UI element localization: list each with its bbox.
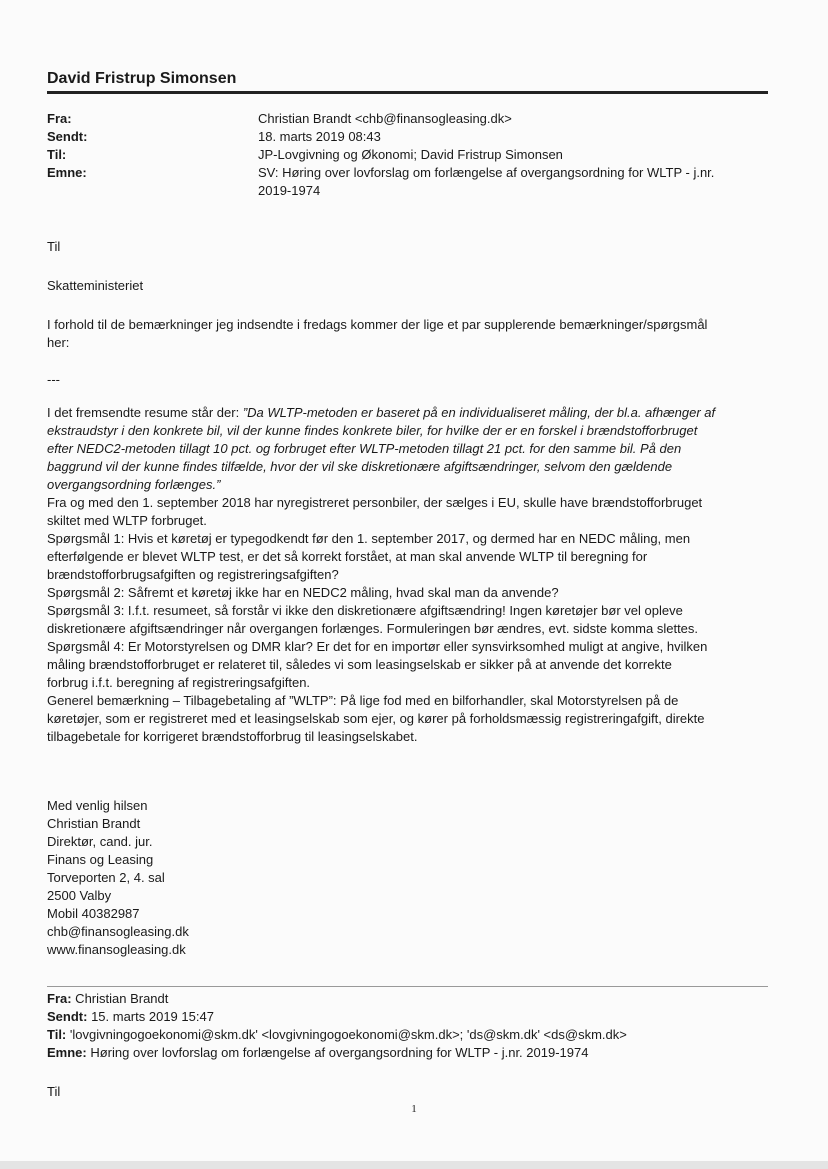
intro-paragraph bbox=[47, 316, 777, 352]
body-line: Spørgsmål 4: Er Motorstyrelsen og DMR klar? Er det for en importør eller synsvirksomhed muligt at angive, hvilken bbox=[47, 639, 708, 654]
fwd-subject-value: Høring over lovforslag om forlængelse af overgangsordning for WLTP - j.nr. 2019-1974 bbox=[86, 1045, 589, 1060]
sender-name-heading: David Fristrup Simonsen bbox=[47, 70, 237, 87]
separator: --- bbox=[47, 372, 60, 387]
signature-website-link[interactable]: www.finansogleasing.dk bbox=[47, 942, 186, 957]
page-number: 1 bbox=[411, 1103, 417, 1115]
signature-company: Finans og Leasing bbox=[47, 852, 154, 867]
resume-line-1 bbox=[47, 404, 777, 422]
subject-label: Emne: bbox=[47, 165, 87, 180]
body-line: måling brændstofforbruget er relateret til, således vi som leasingselskab er sikker på at anvende det korrekte bbox=[47, 657, 672, 672]
fwd-to-label: Til: bbox=[47, 1027, 67, 1042]
fwd-sent-row bbox=[47, 1008, 787, 1026]
resume-prefix: I det fremsendte resume står der: bbox=[47, 405, 243, 420]
forward-divider bbox=[47, 986, 768, 987]
intro-line-2: her: bbox=[47, 335, 70, 350]
from-label: Fra: bbox=[47, 111, 72, 126]
subject-line-1: SV: Høring over lovforslag om forlængelse af overgangsordning for WLTP - j.nr. bbox=[258, 165, 715, 180]
signature-address: Torveporten 2, 4. sal bbox=[47, 870, 165, 885]
main-body bbox=[47, 404, 777, 746]
email-header bbox=[47, 110, 777, 200]
fwd-subject-row bbox=[47, 1044, 787, 1062]
intro-line-1: I forhold til de bemærkninger jeg indsendte i fredags kommer der lige et par supplerende bemærkninger/spørgsmål bbox=[47, 317, 708, 332]
subject-value bbox=[258, 164, 777, 200]
body-line: køretøjer, som er registreret med et leasingselskab som ejer, og kører på forholdsmæssig registreringafgift, direkte bbox=[47, 711, 705, 726]
signature-name: Christian Brandt bbox=[47, 816, 141, 831]
fwd-sent-value: 15. marts 2019 15:47 bbox=[87, 1009, 214, 1024]
body-line: Spørgsmål 2: Såfremt et køretøj ikke har en NEDC2 måling, hvad skal man da anvende? bbox=[47, 585, 559, 600]
resume-quote-1: ”Da WLTP-metoden er baseret på en individualiseret måling, der bl.a. afhænger af bbox=[242, 405, 716, 420]
body-line: Fra og med den 1. september 2018 har nyregistreret personbiler, der sælges i EU, skulle have brændstofforbruget bbox=[47, 495, 703, 510]
body-line: efterfølgende er blevet WLTP test, er det så korrekt forstået, at man skal anvende WLTP til beregning for bbox=[47, 549, 648, 564]
sent-value: 18. marts 2019 08:43 bbox=[258, 129, 381, 144]
signature-phone: Mobil 40382987 bbox=[47, 906, 140, 921]
to-label: Til: bbox=[47, 147, 67, 162]
to-value: JP-Lovgivning og Økonomi; David Fristrup Simonsen bbox=[258, 147, 563, 162]
resume-quote-5: overgangsordning forlænges.” bbox=[47, 477, 221, 492]
fwd-from-label: Fra: bbox=[47, 991, 72, 1006]
header-rule bbox=[47, 91, 768, 94]
fwd-to-row bbox=[47, 1026, 787, 1044]
forwarded-greeting: Til bbox=[47, 1084, 61, 1099]
body-line: brændstofforbrugsafgiften og registreringsafgiften? bbox=[47, 567, 339, 582]
subject-line-2: 2019-1974 bbox=[258, 183, 321, 198]
fwd-sent-label: Sendt: bbox=[47, 1009, 88, 1024]
body-line: skiltet med WLTP forbruget. bbox=[47, 513, 207, 528]
header-to-row bbox=[47, 146, 777, 164]
signature-closing: Med venlig hilsen bbox=[47, 798, 148, 813]
from-value: Christian Brandt <chb@finansogleasing.dk> bbox=[258, 111, 512, 126]
signature-title: Direktør, cand. jur. bbox=[47, 834, 153, 849]
body-line: forbrug i.f.t. beregning af registreringsafgiften. bbox=[47, 675, 311, 690]
signature-email-link[interactable]: chb@finansogleasing.dk bbox=[47, 924, 189, 939]
signature-city: 2500 Valby bbox=[47, 888, 112, 903]
greeting: Til bbox=[47, 239, 61, 254]
fwd-subject-label: Emne: bbox=[47, 1045, 87, 1060]
forwarded-header bbox=[47, 990, 787, 1062]
body-line: Spørgsmål 1: Hvis et køretøj er typegodkendt før den 1. september 2017, og dermed har en NEDC måling, men bbox=[47, 531, 691, 546]
resume-quote-4: baggrund vil der kunne findes tilfælde, hvor der vil ske diskretionære afgiftsændringer, selvom den gældende bbox=[47, 459, 673, 474]
body-line: Generel bemærkning – Tilbagebetaling af ”WLTP”: På lige fod med en bilforhandler, skal Motorstyrelsen på de bbox=[47, 693, 679, 708]
fwd-from-value: Christian Brandt bbox=[71, 991, 169, 1006]
sent-label: Sendt: bbox=[47, 129, 88, 144]
body-line: diskretionære afgiftsændringer når overgangen forlænges. Formuleringen bør ændres, evt. sidste komma slettes. bbox=[47, 621, 699, 636]
body-line: Spørgsmål 3: I.f.t. resumeet, så forstår vi ikke den diskretionære afgiftsændring! Ingen køretøjer bør vel opleve bbox=[47, 603, 683, 618]
fwd-to-value: 'lovgivningogoekonomi@skm.dk' <lovgivningogoekonomi@skm.dk>; 'ds@skm.dk' <ds@skm.dk> bbox=[66, 1027, 627, 1042]
header-subject-row bbox=[47, 164, 777, 200]
resume-quote-3: efter NEDC2-metoden tillagt 10 pct. og forbruget efter WLTP-metoden tillagt 21 pct. for den samme bil. På den bbox=[47, 441, 682, 456]
body-line: tilbagebetale for korrigeret brændstofforbrug til leasingselskabet. bbox=[47, 729, 418, 744]
resume-quote-2: ekstraudstyr i den konkrete bil, vil der kunne findes konkrete biler, for hvilke der er en forskel i brændstofforbruget bbox=[47, 423, 698, 438]
recipient: Skatteministeriet bbox=[47, 278, 144, 293]
signature-block bbox=[47, 797, 777, 959]
scan-edge bbox=[0, 1161, 828, 1169]
header-from-row bbox=[47, 110, 777, 128]
fwd-from-row bbox=[47, 990, 787, 1008]
header-sent-row bbox=[47, 128, 777, 146]
